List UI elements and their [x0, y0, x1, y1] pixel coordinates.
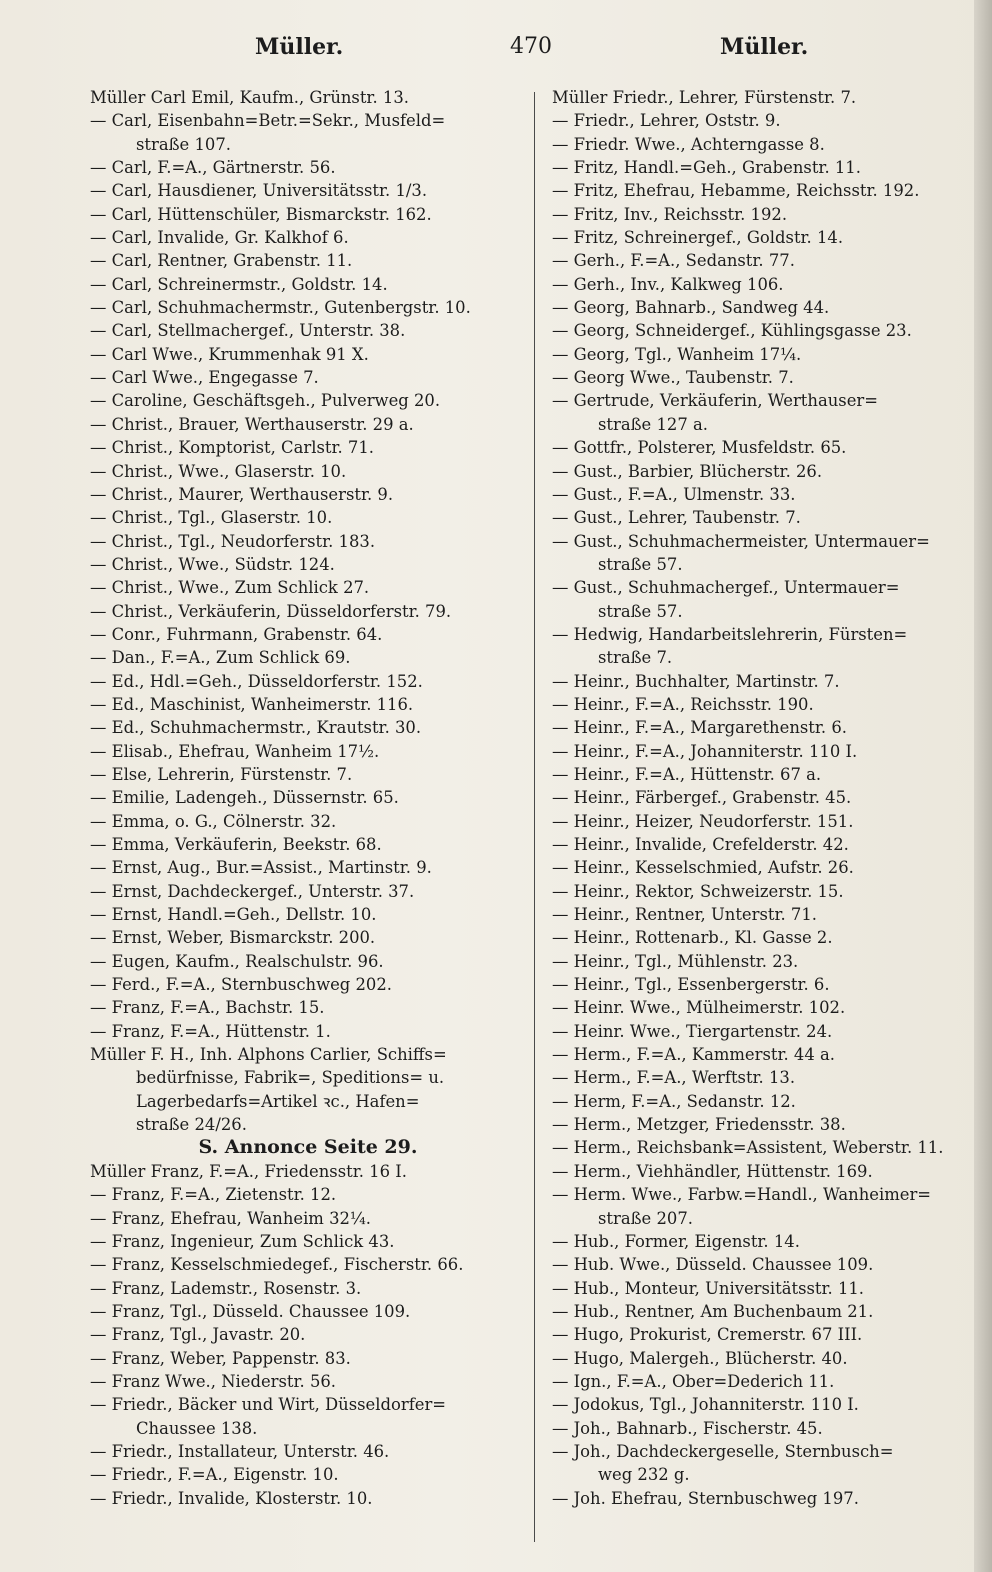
directory-entry: — Hedwig, Handarbeitslehrerin, Fürsten=: [552, 624, 908, 644]
entry-continuation: straße 57.: [598, 601, 683, 621]
left-column: [90, 86, 526, 1556]
entry-continuation: straße 24/26.: [136, 1115, 247, 1135]
directory-entry: — Hub., Former, Eigenstr. 14.: [552, 1231, 800, 1251]
directory-entry: Müller F. H., Inh. Alphons Carlier, Schiffs=: [90, 1045, 447, 1065]
page-edge: [974, 0, 992, 1572]
directory-entry: — Christ., Tgl., Neudorferstr. 183.: [90, 531, 376, 551]
directory-entry: — Heinr., Rottenarb., Kl. Gasse 2.: [552, 928, 833, 948]
directory-entry: — Christ., Wwe., Glaserstr. 10.: [90, 461, 347, 481]
entry-continuation: Lagerbedarfs=Artikel ꝛc., Hafen=: [136, 1091, 420, 1111]
directory-entry: — Elisab., Ehefrau, Wanheim 17½.: [90, 741, 380, 761]
directory-entry: — Heinr., Tgl., Mühlenstr. 23.: [552, 951, 799, 971]
directory-entry: — Franz, Tgl., Javastr. 20.: [90, 1325, 306, 1345]
entry-continuation: straße 107.: [136, 134, 231, 154]
directory-entry: — Joh., Bahnarb., Fischerstr. 45.: [552, 1418, 823, 1438]
directory-entry: — Ernst, Handl.=Geh., Dellstr. 10.: [90, 905, 377, 925]
directory-entry: — Ferd., F.=A., Sternbuschweg 202.: [90, 975, 392, 995]
directory-entry: — Carl Wwe., Krummenhak 91 X.: [90, 344, 369, 364]
entry-continuation: Chaussee 138.: [136, 1418, 258, 1438]
directory-entry: — Franz, Kesselschmiedegef., Fischerstr. 66.: [90, 1255, 464, 1275]
directory-entry: — Carl, Eisenbahn=Betr.=Sekr., Musfeld=: [90, 111, 446, 131]
directory-entry: — Carl, Stellmachergef., Unterstr. 38.: [90, 321, 406, 341]
annonce-reference: S. Annonce Seite 29.: [198, 1136, 418, 1159]
directory-entry: — Heinr. Wwe., Tiergartenstr. 24.: [552, 1021, 833, 1041]
directory-entry: — Joh., Dachdeckergeselle, Sternbusch=: [552, 1441, 894, 1461]
directory-entry: — Carl, Hüttenschüler, Bismarckstr. 162.: [90, 204, 432, 224]
directory-entry: — Franz, Weber, Pappenstr. 83.: [90, 1348, 351, 1368]
directory-entry: — Heinr., Kesselschmied, Aufstr. 26.: [552, 858, 854, 878]
directory-entry: — Dan., F.=A., Zum Schlick 69.: [90, 648, 351, 668]
directory-entry: — Gertrude, Verkäuferin, Werthauser=: [552, 391, 878, 411]
directory-entry: — Heinr., Rektor, Schweizerstr. 15.: [552, 881, 844, 901]
right-column: [552, 86, 976, 1556]
directory-entry: — Christ., Tgl., Glaserstr. 10.: [90, 508, 333, 528]
directory-entry: Müller Franz, F.=A., Friedensstr. 16 I.: [90, 1161, 407, 1181]
directory-entry: — Friedr., Bäcker und Wirt, Düsseldorfer=: [90, 1395, 447, 1415]
directory-entry: — Ed., Maschinist, Wanheimerstr. 116.: [90, 694, 414, 714]
directory-entry: — Else, Lehrerin, Fürstenstr. 7.: [90, 764, 353, 784]
directory-entry: — Herm., Viehhändler, Hüttenstr. 169.: [552, 1161, 873, 1181]
directory-entry: — Heinr., F.=A., Johanniterstr. 110 I.: [552, 741, 858, 761]
directory-entry: — Carl, Invalide, Gr. Kalkhof 6.: [90, 228, 349, 248]
entry-continuation: straße 57.: [598, 554, 683, 574]
directory-entry: — Emilie, Ladengeh., Düssernstr. 65.: [90, 788, 399, 808]
directory-entry: — Hub., Rentner, Am Buchenbaum 21.: [552, 1301, 874, 1321]
directory-entry: — Ernst, Weber, Bismarckstr. 200.: [90, 928, 376, 948]
directory-entry: — Franz, Ehefrau, Wanheim 32¼.: [90, 1208, 372, 1228]
directory-entry: — Friedr., Lehrer, Oststr. 9.: [552, 111, 781, 131]
directory-entry: — Christ., Wwe., Südstr. 124.: [90, 554, 335, 574]
directory-entry: — Conr., Fuhrmann, Grabenstr. 64.: [90, 624, 383, 644]
directory-entry: — Franz, Lademstr., Rosenstr. 3.: [90, 1278, 362, 1298]
directory-entry: — Carl, Schuhmachermstr., Gutenbergstr. 10.: [90, 298, 471, 318]
entry-continuation: bedürfnisse, Fabrik=, Speditions= u.: [136, 1068, 445, 1088]
directory-entry: — Gerh., F.=A., Sedanstr. 77.: [552, 251, 795, 271]
entry-continuation: straße 207.: [598, 1208, 693, 1228]
directory-entry: — Christ., Komptorist, Carlstr. 71.: [90, 438, 374, 458]
directory-entry: — Joh. Ehefrau, Sternbuschweg 197.: [552, 1488, 859, 1508]
directory-entry: — Gust., Schuhmachergef., Untermauer=: [552, 578, 900, 598]
directory-entry: — Ed., Schuhmachermstr., Krautstr. 30.: [90, 718, 422, 738]
directory-entry: — Friedr., Invalide, Klosterstr. 10.: [90, 1488, 373, 1508]
directory-entry: — Franz, Tgl., Düsseld. Chaussee 109.: [90, 1301, 411, 1321]
directory-entry: — Friedr. Wwe., Achterngasse 8.: [552, 134, 825, 154]
directory-entry: — Fritz, Handl.=Geh., Grabenstr. 11.: [552, 158, 861, 178]
header-left-surname: Müller.: [255, 34, 344, 60]
directory-entry: — Ign., F.=A., Ober=Dederich 11.: [552, 1371, 835, 1391]
directory-entry: — Gust., Schuhmachermeister, Untermauer=: [552, 531, 930, 551]
directory-entry: — Heinr., F.=A., Hüttenstr. 67 a.: [552, 764, 822, 784]
directory-entry: — Gottfr., Polsterer, Musfeldstr. 65.: [552, 438, 847, 458]
directory-entry: — Heinr., Invalide, Crefelderstr. 42.: [552, 835, 849, 854]
directory-entry: — Hub., Monteur, Universitätsstr. 11.: [552, 1278, 865, 1298]
header-right-surname: Müller.: [720, 34, 809, 60]
directory-entry: — Hugo, Malergeh., Blücherstr. 40.: [552, 1348, 848, 1368]
directory-entry: — Carl, F.=A., Gärtnerstr. 56.: [90, 158, 336, 178]
entry-continuation: weg 232 g.: [598, 1465, 690, 1485]
directory-entry: — Friedr., Installateur, Unterstr. 46.: [90, 1441, 390, 1461]
directory-entry: — Ernst, Aug., Bur.=Assist., Martinstr. 9.: [90, 858, 432, 878]
directory-entry: — Fritz, Ehefrau, Hebamme, Reichsstr. 192.: [552, 181, 920, 201]
directory-entry: — Herm., F.=A., Kammerstr. 44 a.: [552, 1045, 835, 1065]
directory-entry: — Heinr., Buchhalter, Martinstr. 7.: [552, 671, 840, 691]
directory-entry: — Hub. Wwe., Düsseld. Chaussee 109.: [552, 1255, 874, 1275]
directory-entry: — Ed., Hdl.=Geh., Düsseldorferstr. 152.: [90, 671, 423, 691]
directory-entry: — Eugen, Kaufm., Realschulstr. 96.: [90, 951, 384, 971]
directory-entry: — Hugo, Prokurist, Cremerstr. 67 III.: [552, 1325, 863, 1345]
directory-entry: — Friedr., F.=A., Eigenstr. 10.: [90, 1465, 339, 1485]
directory-entry: — Herm., F.=A., Werftstr. 13.: [552, 1068, 796, 1088]
directory-entry: — Gust., F.=A., Ulmenstr. 33.: [552, 484, 796, 504]
entry-continuation: straße 127 a.: [598, 414, 708, 434]
directory-entry: — Georg, Bahnarb., Sandweg 44.: [552, 298, 830, 318]
directory-entry: — Heinr., Färbergef., Grabenstr. 45.: [552, 788, 852, 808]
directory-entry: — Christ., Verkäuferin, Düsseldorferstr. 79.: [90, 601, 452, 621]
directory-entry: — Heinr., F.=A., Reichsstr. 190.: [552, 694, 814, 714]
directory-entry: — Caroline, Geschäftsgeh., Pulverweg 20.: [90, 391, 441, 411]
directory-entry: — Franz, F.=A., Bachstr. 15.: [90, 998, 325, 1018]
directory-entry: — Gust., Lehrer, Taubenstr. 7.: [552, 508, 801, 528]
directory-entry: — Christ., Maurer, Werthauserstr. 9.: [90, 484, 394, 504]
directory-entry: — Carl, Hausdiener, Universitätsstr. 1/3.: [90, 181, 428, 201]
directory-entry: — Herm, F.=A., Sedanstr. 12.: [552, 1091, 796, 1111]
directory-entry: — Franz Wwe., Niederstr. 56.: [90, 1371, 337, 1391]
directory-entry: — Emma, Verkäuferin, Beekstr. 68.: [90, 835, 382, 854]
directory-entry: — Georg, Tgl., Wanheim 17¼.: [552, 344, 802, 364]
page-header: [0, 34, 992, 74]
directory-entry: — Franz, F.=A., Zietenstr. 12.: [90, 1185, 337, 1205]
directory-entry: — Emma, o. G., Cölnerstr. 32.: [90, 811, 337, 831]
directory-entry: — Herm., Reichsbank=Assistent, Weberstr. 11.: [552, 1138, 944, 1158]
directory-entry: — Heinr., Heizer, Neudorferstr. 151.: [552, 811, 854, 831]
directory-entry: — Christ., Wwe., Zum Schlick 27.: [90, 578, 370, 598]
directory-entry: — Georg Wwe., Taubenstr. 7.: [552, 368, 794, 388]
directory-entry: — Heinr., F.=A., Margarethenstr. 6.: [552, 718, 847, 738]
directory-entry: — Fritz, Schreinergef., Goldstr. 14.: [552, 228, 844, 248]
directory-entry: — Herm., Metzger, Friedensstr. 38.: [552, 1115, 846, 1135]
directory-entry: — Gerh., Inv., Kalkweg 106.: [552, 274, 784, 294]
directory-entry: — Gust., Barbier, Blücherstr. 26.: [552, 461, 823, 481]
page-number: 470: [510, 34, 552, 59]
directory-entry: — Franz, F.=A., Hüttenstr. 1.: [90, 1021, 331, 1041]
directory-entry: — Jodokus, Tgl., Johanniterstr. 110 I.: [552, 1395, 859, 1415]
directory-entry: — Christ., Brauer, Werthauserstr. 29 a.: [90, 414, 414, 434]
directory-entry: — Heinr., Tgl., Essenbergerstr. 6.: [552, 975, 830, 995]
column-divider: [534, 92, 535, 1542]
directory-entry: Müller Friedr., Lehrer, Fürstenstr. 7.: [552, 88, 857, 107]
directory-entry: — Heinr. Wwe., Mülheimerstr. 102.: [552, 998, 846, 1018]
directory-entry: — Franz, Ingenieur, Zum Schlick 43.: [90, 1231, 395, 1251]
entry-continuation: straße 7.: [598, 648, 673, 668]
directory-entry: — Ernst, Dachdeckergef., Unterstr. 37.: [90, 881, 415, 901]
directory-entry: — Heinr., Rentner, Unterstr. 71.: [552, 905, 817, 925]
directory-entry: — Fritz, Inv., Reichsstr. 192.: [552, 204, 788, 224]
directory-entry: — Georg, Schneidergef., Kühlingsgasse 23.: [552, 321, 912, 341]
directory-entry: — Herm. Wwe., Farbw.=Handl., Wanheimer=: [552, 1185, 932, 1205]
directory-entry: Müller Carl Emil, Kaufm., Grünstr. 13.: [90, 88, 409, 107]
directory-entry: — Carl Wwe., Engegasse 7.: [90, 368, 319, 388]
directory-entry: — Carl, Schreinermstr., Goldstr. 14.: [90, 274, 388, 294]
directory-entry: — Carl, Rentner, Grabenstr. 11.: [90, 251, 353, 271]
